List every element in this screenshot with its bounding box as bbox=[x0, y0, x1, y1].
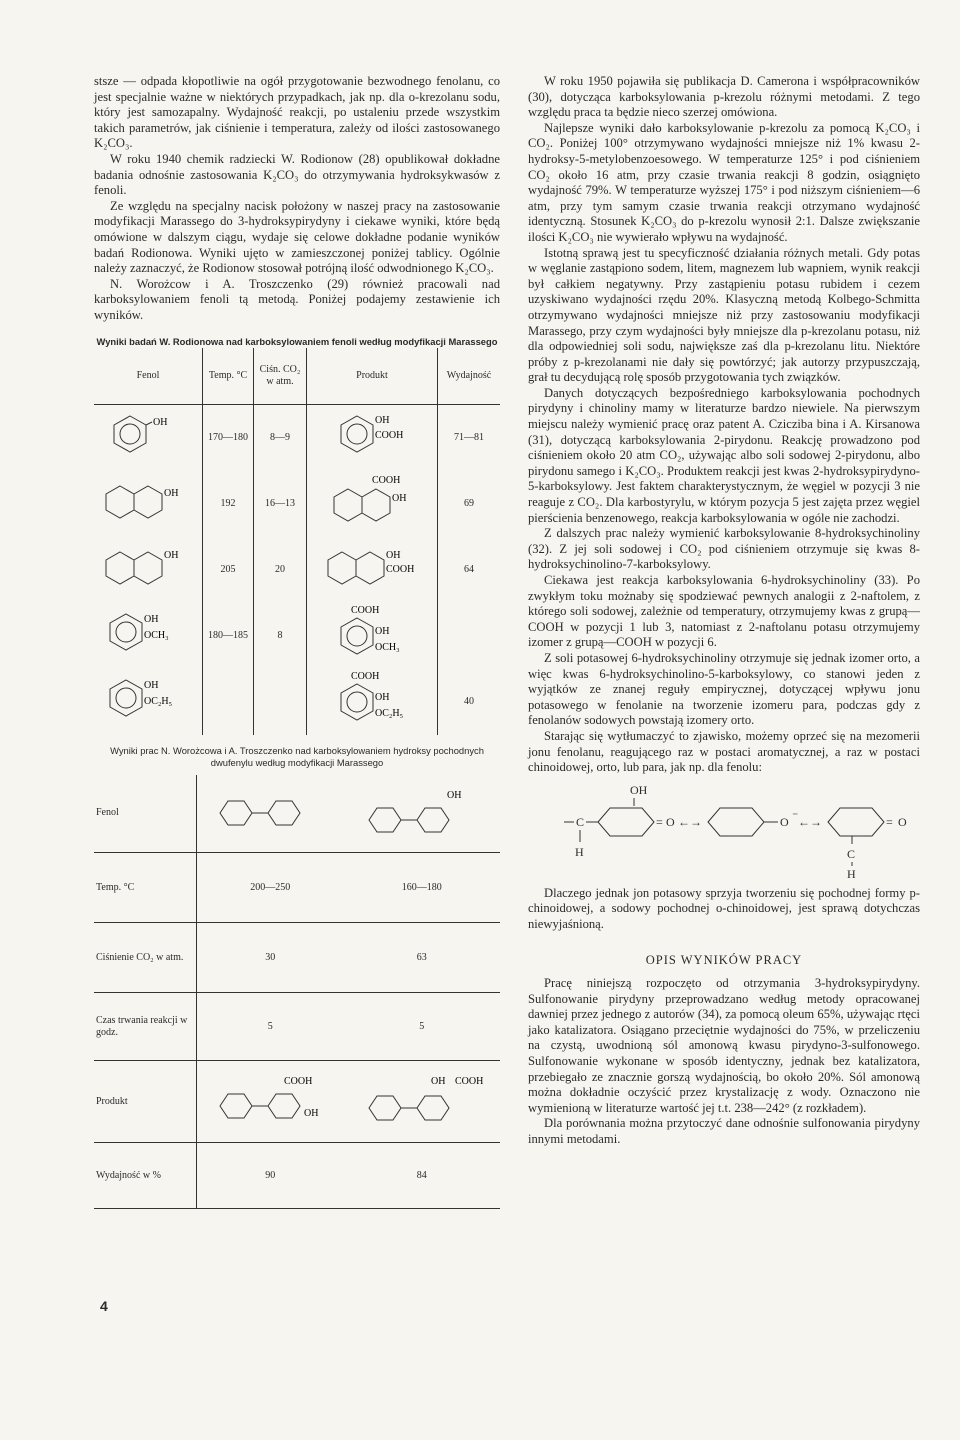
t2-label-time: Czas trwania reakcji w godz. bbox=[94, 993, 197, 1061]
t1-header-temp: Temp. °C bbox=[203, 348, 254, 405]
t1-pressure: 16—13 bbox=[254, 471, 307, 537]
table-row bbox=[94, 471, 500, 537]
right-paragraph-9: Dlaczego jednak jon potasowy sprzyja tworzeniu się pochodnej formy p-chinoidowej, a sodowy pochodnej o-chinoidowej, jest sprawą dotychczas niewyjaśnioną. bbox=[528, 885, 920, 931]
left-paragraph-4: N. Worożcow i A. Troszczenko (29) również pracowali nad karboksylowaniem fenoli tą metodą. Poniżej podajemy zestawienie ich wyników. bbox=[94, 276, 500, 322]
salicylic-acid-structure bbox=[317, 408, 427, 468]
vanillic-acid-structure bbox=[317, 604, 427, 668]
svg-text:=: = bbox=[886, 814, 893, 829]
left-paragraph-2: W roku 1940 chemik radziecki W. Rodionow (28) opublikował dokładne badania odnośnie zastosowania K₂CO₃ do otrzymywania hydroksykwasów z fenoli. bbox=[94, 151, 500, 198]
t1-header-fenol: Fenol bbox=[94, 348, 203, 405]
left-paragraph-3: Ze względu na specjalny nacisk położony w naszej pracy na zastosowanie modyfikacji Marassego do 3-hydroksypirydyny i ciekawe wyniki, które będą omówione w dalszym ciągu, wydaje się celowe dokładne podanie wyników badań Rodionowa. Wyniki ujęto w zamieszczonej poniżej tablicy. Ogólnie należy zaznaczyć, że Rodionow stosował potrójną ilość odwodnionego K₂CO₃. bbox=[94, 198, 500, 276]
table-row bbox=[94, 603, 500, 669]
table2-caption: Wyniki prac N. Worożcowa i A. Troszczenko nad karboksylowaniem hydroksy pochodnych dwufenylu według modyfikacji Marassego bbox=[110, 744, 484, 768]
t2-yield-2: 84 bbox=[343, 1143, 500, 1209]
svg-text:H: H bbox=[847, 866, 856, 878]
svg-text:OCH₃: OCH₃ bbox=[144, 629, 169, 641]
hydroxybiphenyl-structure bbox=[347, 786, 497, 840]
svg-text:OH: OH bbox=[446, 790, 462, 802]
svg-text:OH: OH bbox=[375, 414, 390, 426]
t2-label-temp: Temp. °C bbox=[94, 853, 197, 923]
svg-text:OCH₃: OCH₃ bbox=[375, 641, 400, 653]
svg-text:OC₂H₅: OC₂H₅ bbox=[375, 707, 404, 719]
t1-yield: 64 bbox=[464, 563, 474, 575]
t2-press-2: 63 bbox=[343, 923, 500, 993]
t1-yield: 71—81 bbox=[454, 431, 484, 443]
table-row bbox=[94, 1061, 500, 1143]
table-row bbox=[94, 853, 500, 923]
svg-text:OH: OH bbox=[392, 492, 407, 504]
t2-temp-2: 160—180 bbox=[343, 853, 500, 923]
svg-text:COOH: COOH bbox=[351, 670, 380, 682]
table-row bbox=[94, 537, 500, 603]
right-paragraph-2: Najlepsze wyniki dało karboksylowanie p-krezolu za pomocą K₂CO₃ i CO₂. Poniżej 100° otrzymywano wydajności mniejsze niż 1% kwasu 2-hydroksy-5-metylobenzoesowego. W temperaturze 125° i pod ciśnieniem CO₂ około 16 atm, przy czasie trwania reakcji 8 godzin, osiągnięto wydajność 79%. W temperaturze wyższej 175° i pod niższym ciśnieniem—6 atm, przy tym samym czasie trwania reakcji otrzymano wydajność identyczną. Stosunek K₂CO₃ do p-krezolu wynosił 2:1. Dalsze zwiększanie ilości K₂CO₃ nie wywierało wpływu na wydajność. bbox=[528, 120, 920, 244]
svg-text:COOH: COOH bbox=[375, 429, 404, 441]
table1-caption: Wyniki badań W. Rodionowa nad karboksylowaniem fenoli według modyfikacji Marassego bbox=[96, 335, 498, 347]
table-row bbox=[94, 775, 500, 853]
hydroxybiphenylcarboxylic-acid-structure bbox=[200, 1072, 340, 1132]
hydroxybiphenyl-structure bbox=[200, 793, 340, 833]
right-paragraph-5: Z dalszych prac należy wymienić karboksylowanie 8-hydroksychinoliny (32). Z jej soli sodowej i CO₂ pod ciśnieniem otrzymuje się kwas 8-hydroksychinolino-7-karboksylowy. bbox=[528, 526, 920, 572]
svg-text:O: O bbox=[666, 814, 675, 829]
t2-label-yield: Wydajność w % bbox=[94, 1143, 197, 1209]
svg-text:C: C bbox=[576, 814, 585, 829]
ethoxy-hydroxybenzoic-acid-structure bbox=[317, 670, 427, 734]
phenolate-mesomerism-scheme bbox=[534, 782, 914, 878]
t1-pressure: 20 bbox=[254, 537, 307, 603]
right-paragraph-8: Starając się wytłumaczyć to zjawisko, możemy oprzeć się na mezomerii jonu fenolanu, reagującego raz w postaci aromatycznej, a raz w postaci chinoidowej, orto, lub para, jak np. dla fenolu: bbox=[528, 728, 920, 775]
table-row bbox=[94, 923, 500, 993]
svg-text:O: O bbox=[898, 814, 907, 829]
svg-text:←→: ←→ bbox=[798, 814, 822, 829]
table-row bbox=[94, 993, 500, 1061]
svg-text:←→: ←→ bbox=[678, 814, 702, 829]
t1-pressure: 8—9 bbox=[254, 404, 307, 471]
hydroxybiphenylcarboxylic-acid-structure bbox=[347, 1072, 497, 1132]
t1-header-product: Produkt bbox=[307, 348, 438, 405]
section-heading: OPIS WYNIKÓW PRACY bbox=[645, 952, 803, 967]
t1-header-yield: Wydajność bbox=[438, 348, 501, 405]
left-column bbox=[94, 74, 500, 1209]
left-paragraph-1: stsze — odpada kłopotliwie na ogół przygotowanie bezwodnego fenolanu, co jest specjalnie ważne w niektórych przypadkach, jak np. dla o-krezolanu sodu, który jest samozapalny. Wydajność reakcji, po ustaleniu przede wszystkim takich parametrów, jak ciśnienie i temperatura, zależy od ilości zastosowanego K₂CO₃. bbox=[94, 74, 500, 151]
table-row bbox=[94, 669, 500, 735]
svg-text:OH: OH bbox=[375, 691, 390, 703]
t2-temp-1: 200—250 bbox=[197, 853, 344, 923]
svg-text:OH: OH bbox=[144, 613, 159, 625]
svg-text:OH: OH bbox=[164, 549, 179, 561]
svg-text:O: O bbox=[780, 814, 789, 829]
t2-press-1: 30 bbox=[197, 923, 344, 993]
t1-yield: 69 bbox=[464, 497, 474, 509]
t1-temp: 180—185 bbox=[203, 603, 254, 669]
svg-text:OH: OH bbox=[375, 625, 390, 637]
svg-text:COOH: COOH bbox=[372, 474, 401, 486]
t1-temp: 205 bbox=[203, 537, 254, 603]
right-column bbox=[528, 74, 920, 1148]
svg-text:OH: OH bbox=[304, 1107, 319, 1119]
t2-yield-1: 90 bbox=[197, 1143, 344, 1209]
svg-text:OH: OH bbox=[386, 549, 401, 561]
t2-label-pressure: Ciśnienie CO₂ w atm. bbox=[94, 923, 197, 993]
svg-text:COOH: COOH bbox=[284, 1075, 313, 1087]
svg-text:COOH: COOH bbox=[386, 563, 415, 575]
t2-label-product: Produkt bbox=[94, 1061, 197, 1143]
t1-pressure bbox=[254, 669, 307, 735]
right-paragraph-6: Ciekawa jest reakcja karboksylowania 6-hydroksychinoliny (33). Po zwykłym toku możnaby się spodziewać pewnych analogii z 2-naftolem, z którego soli sodowej, zależnie od temperatury, otrzymujemy kwas z grupą—COOH w pozycji 1 lub 3, natomiast z 2-naftolanu potasu otrzymujemy izomer z grupą—COOH w pozycji 6. bbox=[528, 573, 920, 650]
right-paragraph-4: Danych dotyczących bezpośredniego karboksylowania pochodnych pirydyny i chinoliny mamy w literaturze bardzo niewiele. Na pierwszym miejscu należy wymienić pracę oraz patent A. Czicziba bina i A. Kirsanowa (31), dotyczącą karboksylowania 2-pirydonu. Reakcję prowadzono pod ciśnieniem około 20 atm CO₂, używając albo soli sodowej 2-pirydonu, albo pirydonu samego i K₂CO₃. Produktem reakcji jest kwas 2-hydroksypirydyno-5-karboksylowy. Jest faktem charakterystycznym, że węgiel w pozycji 3 nie reaguje z CO₂. Dla karbostyrylu, w którym pozycja 5 jest zajęta przez węgiel pierścienia benzenowego, reakcja karboksylowania w ogóle nie zachodzi. bbox=[528, 385, 920, 525]
svg-text:OH: OH bbox=[164, 487, 179, 499]
naphthol-structure bbox=[98, 474, 198, 534]
hydroxynaphthoic-acid-structure bbox=[312, 473, 432, 535]
svg-text:H: H bbox=[575, 844, 584, 859]
worozcow-table bbox=[94, 775, 500, 1210]
ethoxyphenol-structure bbox=[100, 672, 196, 732]
table-row bbox=[94, 1143, 500, 1209]
svg-text:OH: OH bbox=[630, 782, 648, 797]
phenol-structure bbox=[100, 408, 196, 468]
right-paragraph-10: Pracę niniejszą rozpoczęto od otrzymania 3-hydroksypirydyny. Sulfonowanie pirydyny przeprowadzano według metody opracowanej dawniej przez jednego z autorów (34), za pomocą oleum 65%, używając rtęci jako katalizatora. Osiągano przeciętnie wydajności do 75%, w przeliczeniu na czystą, uwodnioną sól amonową kwasu pirydyno-3-sulfonowego. Sulfonowanie wykonane w sposób identyczny, jednak bez katalizatora, przebiegało ze znacznie gorszą wydajnością, bo około 20%. Sól amonową można dokładnie oczyścić przez krystalizację z wody. Oznaczono nie wymienioną w literaturze wartość jej t.t. 238—242° (z rozkładem). bbox=[528, 976, 920, 1115]
svg-text:COOH: COOH bbox=[454, 1075, 484, 1087]
t1-temp: 192 bbox=[203, 471, 254, 537]
guaiacol-structure bbox=[100, 606, 196, 666]
right-paragraph-1: W roku 1950 pojawiła się publikacja D. Camerona i współpracowników (30), dotycząca karboksylowania p-krezolu różnymi metodami. Z tego względu praca ta będzie nieco szerzej omówiona. bbox=[528, 74, 920, 120]
table-row bbox=[94, 404, 500, 471]
rodionow-table bbox=[94, 348, 500, 735]
t2-label-fenol: Fenol bbox=[94, 775, 197, 853]
svg-text:COOH: COOH bbox=[351, 604, 380, 616]
right-paragraph-11: Dla porównania można przytoczyć dane odnośnie sulfonowania pirydyny innymi metodami. bbox=[528, 1116, 920, 1147]
t1-yield bbox=[438, 603, 501, 669]
page-number: 4 bbox=[100, 1298, 108, 1314]
svg-text:OC₂H₅: OC₂H₅ bbox=[144, 695, 173, 707]
t1-temp: 170—180 bbox=[203, 404, 254, 471]
naphthol-structure bbox=[98, 540, 198, 600]
t1-pressure: 8 bbox=[254, 603, 307, 669]
svg-text:⁻: ⁻ bbox=[792, 808, 799, 823]
t1-yield: 40 bbox=[464, 695, 474, 707]
svg-text:OH: OH bbox=[144, 679, 159, 691]
t1-temp bbox=[203, 669, 254, 735]
t2-time-2: 5 bbox=[343, 993, 500, 1061]
svg-text:=: = bbox=[656, 814, 663, 829]
hydroxynaphthoic-acid-structure bbox=[312, 540, 432, 600]
svg-text:OH: OH bbox=[153, 416, 168, 428]
svg-text:C: C bbox=[847, 846, 856, 861]
svg-text:OH: OH bbox=[430, 1075, 446, 1087]
right-paragraph-3: Istotną sprawą jest tu specyficzność działania różnych metali. Gdy potas w węglanie zastąpiono sodem, litem, magnezem lub wapniem, wynik reakcji był całkiem negatywny. Przy zastąpieniu potasu rubidem i cezem uzyskiwano wydajności rzędu 20%. Klasyczną metodą Kolbego-Schmitta otrzymywano wydajności mniejsze niż przy zastosowaniu modyfikacji Marassego, przy czym wydajności były mniejsze dla p-krezolanu potasu, niż dla odpowiedniej soli sodu, największe zaś dla p-krezolanu litu. Niektóre próby z p-krezolanami nie dały się powtórzyć; jak autorzy przypuszczają, grał tu decydującą rolę sposób przygotowania tych związków. bbox=[528, 245, 920, 385]
t1-header-pressure: Ciśn. CO₂ w atm. bbox=[254, 348, 307, 405]
right-paragraph-7: Z soli potasowej 6-hydroksychinoliny otrzymuje się jednak izomer orto, a więc kwas 6-hydroksychinolino-5-karboksylowy, co stanowi jeden z wyjątków ze znanej reguły empirycznej, dotyczącej wpływu jonu potasowego w fenolanie na tworzenie izomeru para, podczas gdy z fenolanów sodowych powstają izomery orto. bbox=[528, 650, 920, 728]
t2-time-1: 5 bbox=[197, 993, 344, 1061]
